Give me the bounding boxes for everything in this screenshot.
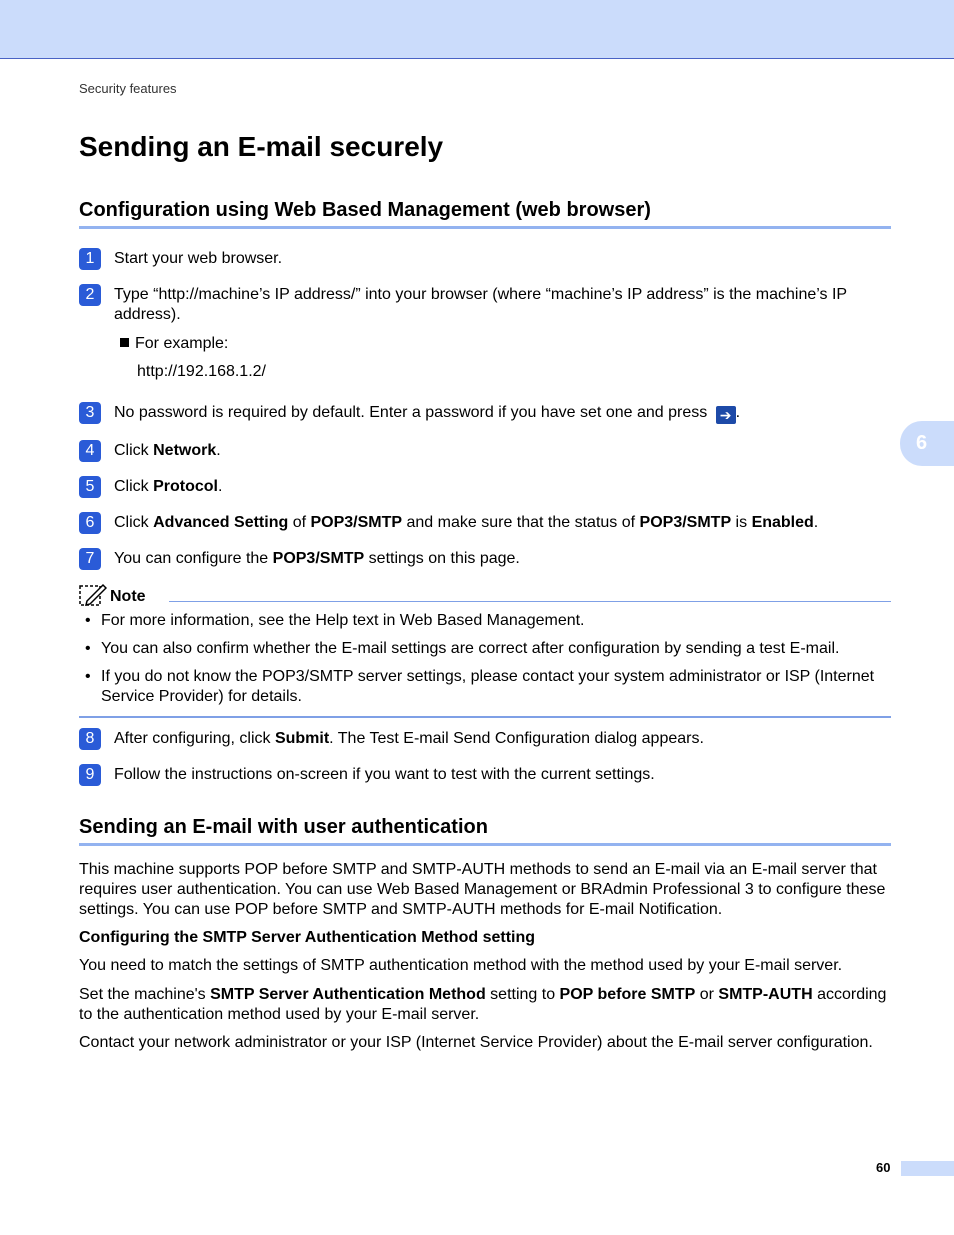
paragraph-match-settings: You need to match the settings of SMTP authentication method with the method used by your E-mail server.	[79, 957, 843, 974]
running-head: Security features	[79, 81, 177, 96]
paragraph-contact: Contact your network administrator or your ISP (Internet Service Provider) about the E-mail server configuration.	[79, 1034, 873, 1051]
bullet-dot: •	[85, 612, 91, 629]
note-divider	[169, 601, 891, 602]
step-text: Click Network.	[114, 442, 221, 459]
note-header	[79, 583, 891, 603]
step-number: 2	[79, 284, 101, 306]
step-text: You can configure the POP3/SMTP settings on this page.	[114, 550, 520, 567]
note-bottom-rule	[79, 716, 891, 718]
square-bullet-icon	[120, 338, 129, 347]
bullet-dot: •	[85, 668, 91, 685]
page-number: 60	[876, 1160, 891, 1175]
step-text: Type “http://machine’s IP address/” into your browser (where “machine’s IP address” is the machine’s IP address).	[114, 286, 847, 323]
step-text: Start your web browser.	[114, 250, 283, 267]
example-label: For example:	[120, 335, 228, 353]
step-text: Click Protocol.	[114, 478, 223, 495]
right-arrow-icon: ➔	[716, 406, 736, 424]
chapter-tab[interactable]: 6	[900, 421, 954, 466]
step-number: 6	[79, 512, 101, 534]
subheading-smtp-auth: Configuring the SMTP Server Authentication Method setting	[79, 929, 536, 946]
step-number: 8	[79, 728, 101, 750]
step-number: 5	[79, 476, 101, 498]
page-tab	[901, 1161, 954, 1176]
step-text: No password is required by default. Enter a password if you have set one and press ➔ .	[114, 404, 741, 423]
step-number: 3	[79, 402, 101, 424]
step-text: Follow the instructions on-screen if you want to test with the current settings.	[114, 766, 655, 783]
note-pencil-icon	[79, 583, 107, 607]
bullet-dot: •	[85, 640, 91, 657]
step-number: 4	[79, 440, 101, 462]
paragraph-set-method: Set the machine's SMTP Server Authentication Method setting to POP before SMTP or SMTP-AUTH according to the authentication method used by your E-mail server.	[79, 986, 887, 1023]
step-number: 7	[79, 548, 101, 570]
step-text: After configuring, click Submit. The Test E-mail Send Configuration dialog appears.	[114, 730, 704, 747]
header-band	[0, 0, 954, 59]
note-label: Note	[110, 588, 146, 605]
step-number: 1	[79, 248, 101, 270]
section-title-web-management: Configuration using Web Based Management (web browser)	[79, 199, 891, 229]
step-number: 9	[79, 764, 101, 786]
example-url: http://192.168.1.2/	[137, 363, 266, 380]
section-title-user-auth: Sending an E-mail with user authentication	[79, 816, 891, 846]
step-text: Click Advanced Setting of POP3/SMTP and make sure that the status of POP3/SMTP is Enabled.	[114, 514, 819, 531]
intro-paragraph: This machine supports POP before SMTP and SMTP-AUTH methods to send an E-mail via an E-mail server that requires user authentication. You can use Web Based Management or BRAdmin Professional 3 to configure these settings. You can use POP before SMTP and SMTP-AUTH methods for E-mail Notification.	[79, 861, 886, 918]
page-title: Sending an E-mail securely	[79, 131, 444, 162]
